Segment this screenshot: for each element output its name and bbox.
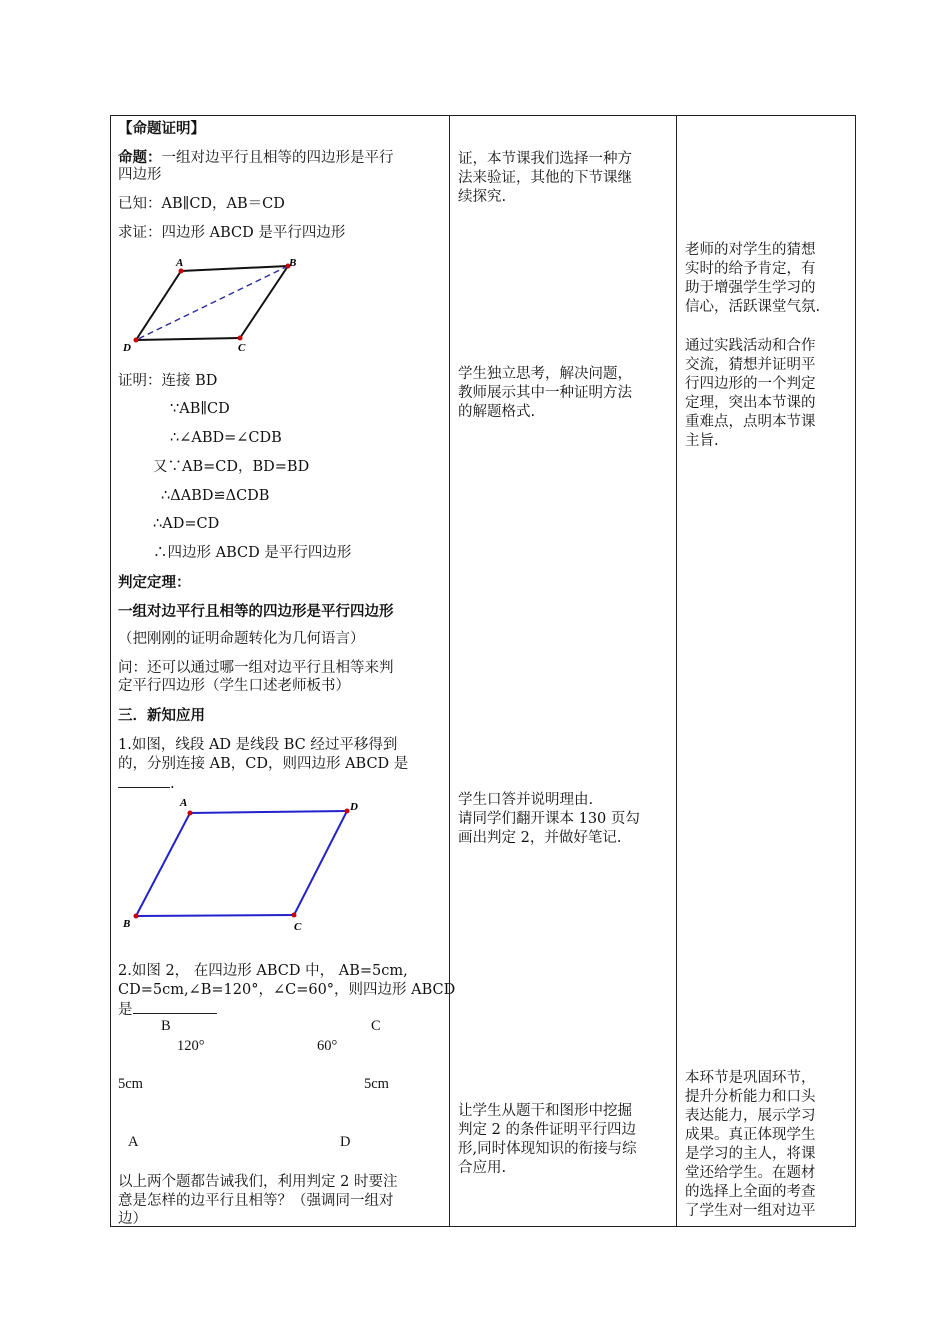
col3-p2-line-4: 定理，突出本节课的 xyxy=(685,395,816,411)
edge-ba xyxy=(136,813,190,916)
question-line-1: 问：还可以通过哪一组对边平行且相等来判 xyxy=(118,660,394,676)
col3-p3-line-1: 本环节是巩固环节， xyxy=(685,1070,816,1086)
col2-p2-line-3: 的解题格式. xyxy=(458,404,536,420)
exercise2-line-1: 2.如图 2， 在四边形 ABCD 中， AB=5cm, xyxy=(118,963,408,979)
col3-p3-line-6: 堂还给学生。在题材 xyxy=(685,1165,816,1181)
proposition-text-cont: 四边形 xyxy=(118,167,162,183)
col3-p2-line-2: 交流，猜想并证明平 xyxy=(685,357,816,373)
col3-p2-line-3: 行四边形的一个判定 xyxy=(685,376,816,392)
proposition xyxy=(118,148,394,168)
theorem-label: 判定定理： xyxy=(118,574,191,591)
prove: 求证：四边形 ABCD 是平行四边形 xyxy=(118,225,346,241)
fig3-right-length: 5cm xyxy=(364,1076,389,1092)
col2-p3-line-3: 画出判定 2，并做好笔记. xyxy=(458,830,622,846)
col2-p1-line-1: 证，本节课我们选择一种方 xyxy=(458,151,632,167)
exercise1-line-3 xyxy=(118,773,175,794)
edge-cd xyxy=(136,338,240,340)
proof-line-6: ∴AD=CD xyxy=(153,516,220,532)
vertex-a xyxy=(188,811,193,816)
exercise2-line-2: CD=5cm,∠B=120°，∠C=60°，则四边形 ABCD xyxy=(118,982,456,998)
column-divider-2 xyxy=(676,116,677,1226)
edge-dc xyxy=(294,811,347,915)
fig3-label-b: B xyxy=(161,1018,171,1034)
col3-p2-line-6: 主旨. xyxy=(685,433,719,449)
col2-p4-line-2: 判定 2 的条件证明平行四边 xyxy=(458,1122,636,1138)
label-d: D xyxy=(123,342,131,354)
proposition-label: 命题： xyxy=(118,149,162,166)
col3-p2-line-1: 通过实践活动和合作 xyxy=(685,338,816,354)
question-line-2: 定平行四边形（学生口述老师板书） xyxy=(118,678,350,694)
proof-line-7: ∴四边形 ABCD 是平行四边形 xyxy=(153,545,352,561)
col3-p1-line-4: 信心，活跃课堂气氛. xyxy=(685,299,821,315)
label-b: B xyxy=(289,257,297,269)
parallelogram-figure-2 xyxy=(118,794,368,934)
col3-p3-line-8: 了学生对一组对边平 xyxy=(685,1203,816,1219)
vertex-d xyxy=(134,338,139,343)
fig3-label-a: A xyxy=(128,1134,139,1150)
col2-p3-line-2: 请同学们翻开课本 130 页勾 xyxy=(458,811,640,827)
label-b: B xyxy=(123,918,131,930)
exercise1-period: . xyxy=(170,776,175,792)
col3-p3-line-3: 表达能力，展示学习 xyxy=(685,1108,816,1124)
proposition-text: 一组对边平行且相等的四边形是平行 xyxy=(161,150,394,166)
given: 已知：AB∥CD，AB＝CD xyxy=(118,196,285,212)
vertex-b xyxy=(134,914,139,919)
col3-p2-line-5: 重难点，点明本节课 xyxy=(685,414,816,430)
proof-line-4: 又∵AB=CD，BD=BD xyxy=(153,459,310,475)
fig3-label-c: C xyxy=(371,1018,381,1034)
label-a: A xyxy=(176,257,184,269)
col2-p3-line-1: 学生口答并说明理由. xyxy=(458,792,594,808)
col3-p1-line-2: 实时的给予肯定，有 xyxy=(685,261,816,277)
proof-line-5: ∴ΔABD≌ΔCDB xyxy=(161,488,270,504)
col2-p4-line-4: 合应用. xyxy=(458,1160,507,1176)
col3-p3-line-7: 的选择上全面的考查 xyxy=(685,1184,816,1200)
exercise1-line-2: 的，分别连接 AB，CD，则四边形 ABCD 是 xyxy=(118,756,409,772)
proof-line-1: 证明：连接 BD xyxy=(118,373,218,389)
summary-line-3: 边） xyxy=(118,1211,147,1227)
column-divider-1 xyxy=(449,116,450,1226)
section-heading: 【命题证明】 xyxy=(118,120,205,137)
edge-bc xyxy=(240,266,288,338)
fig3-angle-c: 60° xyxy=(317,1038,338,1054)
answer-blank-1[interactable] xyxy=(118,773,170,788)
fig3-label-d: D xyxy=(340,1134,351,1150)
parallelogram-figure-1 xyxy=(118,252,318,358)
theorem-note: （把刚刚的证明命题转化为几何语言） xyxy=(118,631,365,647)
vertex-c xyxy=(292,913,297,918)
vertex-a xyxy=(179,269,184,274)
col2-p2-line-2: 教师展示其中一种证明方法 xyxy=(458,385,632,401)
vertex-c xyxy=(238,336,243,341)
edge-cb xyxy=(136,915,294,916)
col2-p4-line-1: 让学生从题干和图形中挖掘 xyxy=(458,1103,632,1119)
col2-p2-line-1: 学生独立思考，解决问题， xyxy=(458,366,632,382)
proof-line-2: ∵AB∥CD xyxy=(170,401,230,417)
label-d: D xyxy=(350,801,358,813)
summary-line-2: 意是怎样的边平行且相等？（强调同一组对 xyxy=(118,1193,394,1209)
edge-ab xyxy=(181,266,288,271)
section3-heading: 三．新知应用 xyxy=(118,707,205,724)
col3-p3-line-4: 成果。真正体现学生 xyxy=(685,1127,816,1143)
col2-p4-line-3: 形,同时体现知识的衔接与综 xyxy=(458,1141,637,1157)
summary-line-1: 以上两个题都告诫我们，利用判定 2 时要注 xyxy=(118,1174,398,1190)
label-c: C xyxy=(294,921,302,933)
label-a: A xyxy=(180,797,188,809)
exercise1-line-1: 1.如图，线段 AD 是线段 BC 经过平移得到 xyxy=(118,737,398,753)
col3-p1-line-3: 助于增强学生学习的 xyxy=(685,280,816,296)
proof-line-3: ∴∠ABD=∠CDB xyxy=(170,430,282,446)
col3-p3-line-2: 提升分析能力和口头 xyxy=(685,1089,816,1105)
edge-ad xyxy=(190,811,347,813)
diagonal-bd xyxy=(136,266,288,340)
theorem-text: 一组对边平行且相等的四边形是平行四边形 xyxy=(118,603,394,620)
fig3-left-length: 5cm xyxy=(118,1076,143,1092)
col2-p1-line-3: 续探究. xyxy=(458,189,507,205)
answer-blank-2[interactable] xyxy=(133,999,217,1014)
label-c: C xyxy=(238,342,246,354)
exercise2-is: 是 xyxy=(118,1002,133,1018)
fig3-angle-b: 120° xyxy=(177,1038,205,1054)
col3-p3-line-5: 是学习的主人，将课 xyxy=(685,1146,816,1162)
col2-p1-line-2: 法来验证，其他的下节课继 xyxy=(458,170,632,186)
col3-p1-line-1: 老师的对学生的猜想 xyxy=(685,242,816,258)
vertex-d xyxy=(345,809,350,814)
